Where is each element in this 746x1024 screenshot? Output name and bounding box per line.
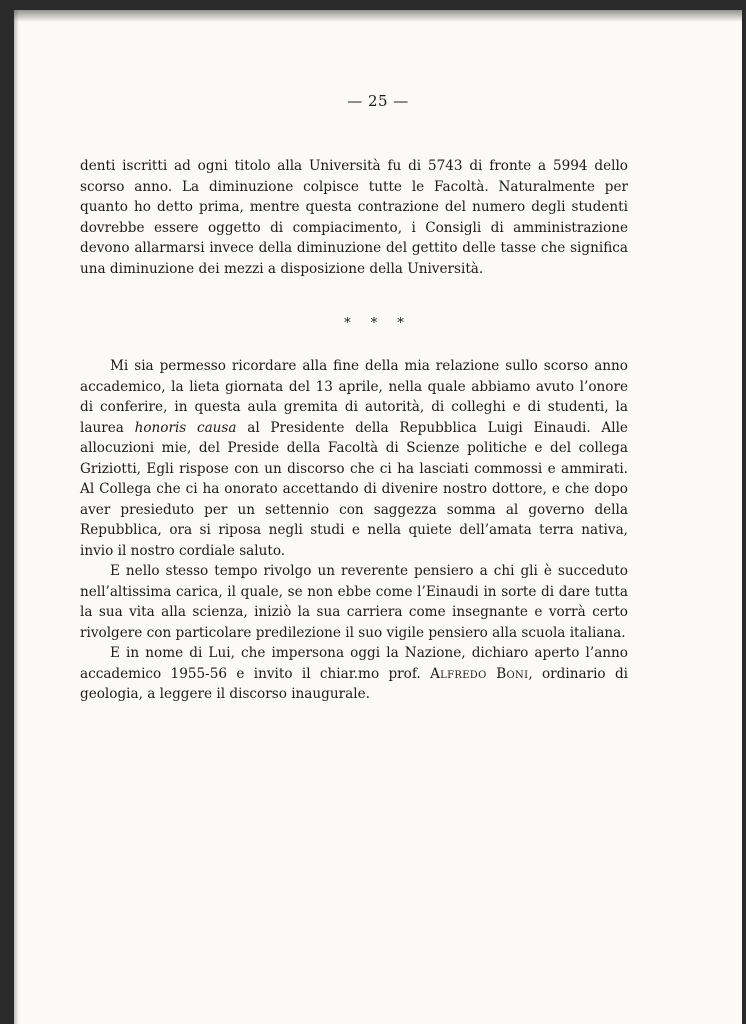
section-separator: * * *: [344, 316, 412, 331]
scan-left-edge: [14, 10, 19, 1024]
paragraph-successor: E nello stesso tempo rivolgo un reverente pensiero a chi gli è succeduto nell’altissima carica, il quale, se non ebbe come l’Einaudi in sorte di dare tutta la sua vita alla scienza, iniziò la sua carriera come insegnante e vorrà certo rivolgere con particolare predilezione il suo vigile pensiero alla scuola italiana.: [80, 563, 628, 641]
speaker-name: Alfredo Boni: [430, 665, 529, 682]
paragraph-opening-part-2: , ordinario di geologia, a leggere il discorso inaugurale.: [80, 665, 628, 702]
paragraph-einaudi: [80, 356, 628, 561]
text-block-top: [80, 156, 628, 279]
paragraph-einaudi-part-2: al Presidente della Repubblica Luigi Einaudi. Alle allocuzioni mie, del Preside della Facoltà di Scienze politiche e del collega Griziotti, Egli rispose con un discorso che ci ha lasciati commossi e ammirati. Al Collega che ci ha onorato accettando di divenire nostro dottore, e che dopo aver presieduto per un settennio con saggezza somma al governo della Repubblica, ora si riposa negli studi e nella quiete dell’amata terra nativa, invio il nostro cordiale saluto.: [80, 419, 628, 559]
page-number: — 25 —: [347, 92, 409, 110]
text-block-main: [80, 356, 628, 705]
scan-top-shadow: [14, 10, 742, 22]
document-page: [14, 10, 742, 1024]
paragraph-opening: [80, 643, 628, 705]
paragraph-einaudi-part-1: Mi sia permesso ricordare alla fine della mia relazione sullo scorso anno accademico, la lieta giornata del 13 aprile, nella quale abbiamo avuto l’onore di conferire, in questa aula gremita di autorità, di colleghi e di studenti, la laurea: [80, 358, 628, 436]
paragraph-opening-part-1: E in nome di Lui, che impersona oggi la Nazione, dichiaro aperto l’anno accademico 1955-56 e invito il chiar.mo prof.: [80, 645, 628, 682]
paragraph-continuation: denti iscritti ad ogni titolo alla Università fu di 5743 di fronte a 5994 dello scorso anno. La diminuzione colpisce tutte le Facoltà. Naturalmente per quanto ho detto prima, mentre questa contrazione del numero degli studenti dovrebbe essere oggetto di compiacimento, i Consigli di amministrazione devono allarmarsi invece della diminuzione del gettito delle tasse che significa una diminuzione dei mezzi a disposizione della Università.: [80, 158, 628, 277]
honoris-causa-italic: honoris causa: [134, 419, 237, 436]
